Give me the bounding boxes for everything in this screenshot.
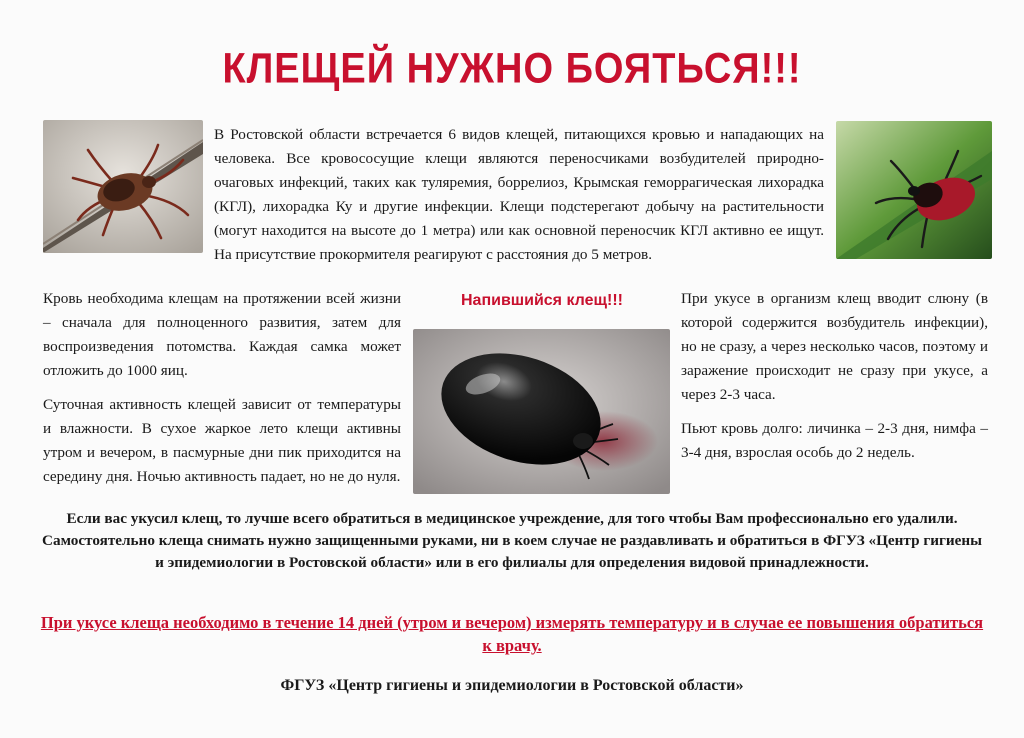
organization-footer: ФГУЗ «Центр гигиены и эпидемиологии в Ростовской области»	[280, 677, 744, 694]
page-title: КЛЕЩЕЙ НУЖНО БОЯТЬСЯ!!!	[222, 45, 802, 93]
engorged-tick-image	[413, 329, 670, 494]
bite-saliva-paragraph: При укусе в организм клещ вводит слюну (в которой содержится возбудитель инфекции), но не сразу, а через несколько часов, поэтому и заражение происходит не сразу при укусе, а через 2-3 часа.	[681, 290, 988, 403]
left-column	[43, 287, 401, 499]
right-column	[681, 287, 988, 475]
engorged-tick-caption: Напившийся клещ!!!	[460, 292, 623, 309]
intro-text: В Ростовской области встречается 6 видов клещей, питающихся кровью и нападающих на человека. Все кровососущие клещи являются переносчиками возбудителей природно-очаговых инфекций, таких как туляремия, боррелиоз, Крымская геморрагическая лихорадка (КГЛ), лихорадка Ку и другие инфекции. Клещи подстерегают добычу на растительности (могут находится на высоте до 1 метра) или как основной переносчик КГЛ активно ее ищут. На присутствие прокормителя реагируют с расстояния до 5 метров.	[214, 126, 824, 263]
feeding-duration-paragraph: Пьют кровь долго: личинка – 2-3 дня, нимфа – 3-4 дня, взрослая особь до 2 недель.	[681, 420, 988, 461]
temperature-warning: При укусе клеща необходимо в течение 14 дней (утром и вечером) измерять температуру и в случае ее повышения обратиться к врачу.	[40, 613, 984, 655]
blood-need-paragraph: Кровь необходима клещам на протяжении всей жизни – сначала для полноценного развития, затем для воспроизведения потомства. Каждая самка может отложить до 1000 яиц.	[43, 290, 401, 379]
tick-on-twig-image	[43, 120, 203, 253]
daily-activity-paragraph: Суточная активность клещей зависит от температуры и влажности. В сухое жаркое лето клещи активны утром и вечером, в пасмурные дни пик приходится на середину дня. Ночью активность падает, но не до нуля.	[43, 396, 401, 485]
tick-on-grass-image	[836, 121, 992, 259]
advice-paragraph: Если вас укусил клещ, то лучше всего обратиться в медицинское учреждение, для того чтобы Вам профессионально его удалили. Самостоятельно клеща снимать нужно защищенными руками, ни в коем случае не раздавливать и обратиться в ФГУЗ «Центр гигиены и эпидемиологии в Ростовской области» или в его филиалы для определения видовой принадлежности.	[42, 510, 982, 571]
intro-paragraph	[214, 123, 824, 267]
